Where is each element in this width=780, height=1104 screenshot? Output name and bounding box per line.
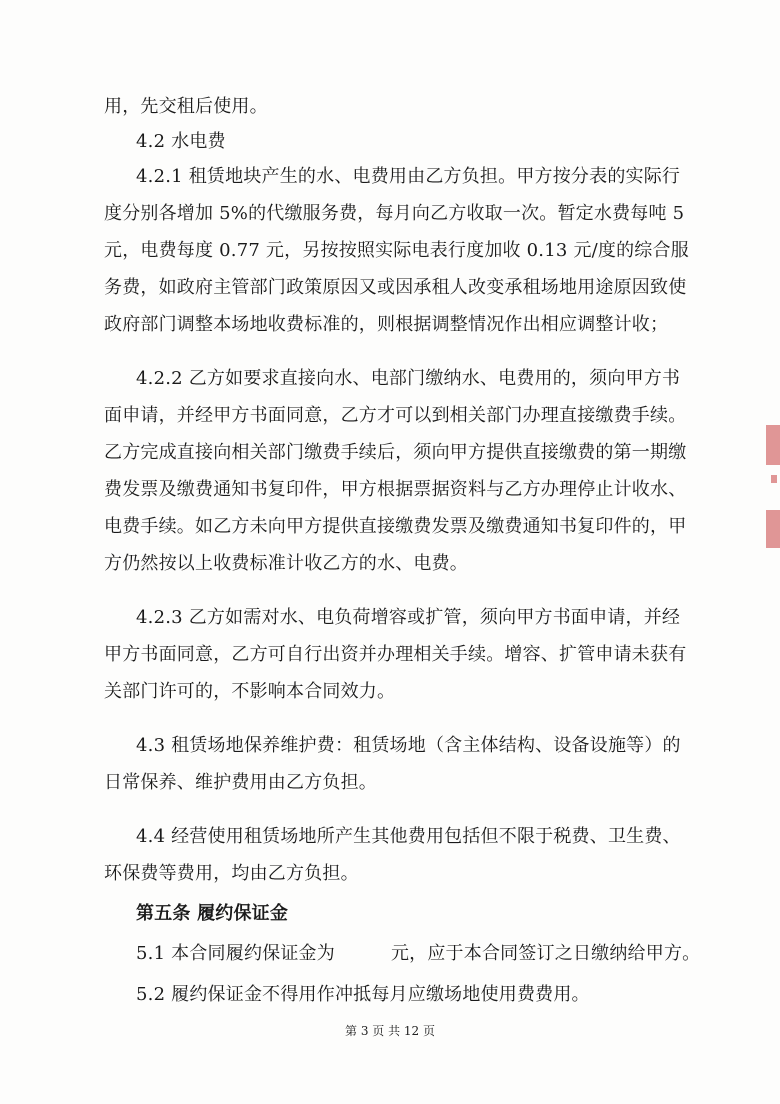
paragraph-line: 用，先交租后使用。 xyxy=(104,96,268,117)
paragraph-line: 4.2.3 乙方如需对水、电负荷增容或扩管，须向甲方书面申请，并经 xyxy=(136,607,681,628)
paragraph-line: 4.3 租赁场地保养维护费：租赁场地（含主体结构、设备设施等）的 xyxy=(136,735,681,756)
paragraph-line: 电费手续。如乙方未向甲方提供直接缴费发票及缴费通知书复印件的，甲 xyxy=(104,516,687,537)
paragraph-line: 5.2 履约保证金不得用作冲抵每月应缴场地使用费费用。 xyxy=(136,984,590,1005)
section-heading: 4.2 水电费 xyxy=(136,131,226,152)
paragraph-line: 方仍然按以上收费标准计收乙方的水、电费。 xyxy=(104,553,468,574)
article-heading: 第五条 履约保证金 xyxy=(136,903,289,924)
seal-mark xyxy=(766,425,780,465)
seal-mark xyxy=(766,510,780,548)
paragraph-line: 乙方完成直接向相关部门缴费手续后，须向甲方提供直接缴费的第一期缴 xyxy=(104,442,687,463)
paragraph-line: 日常保养、维护费用由乙方负担。 xyxy=(104,772,377,793)
paragraph-line: 务费，如政府主管部门政策原因又或因承租人改变承租场地用途原因致使 xyxy=(104,277,687,298)
deposit-clause-start: 5.1 本合同履约保证金为 xyxy=(136,943,335,964)
paragraph-line: 4.4 经营使用租赁场地所产生其他费用包括但不限于税费、卫生费、 xyxy=(136,826,681,847)
paragraph-line: 甲方书面同意，乙方可自行出资并办理相关手续。增容、扩管申请未获有 xyxy=(104,644,687,665)
paragraph-line: 关部门许可的，不影响本合同效力。 xyxy=(104,681,396,702)
paragraph-line: 政府部门调整本场地收费标准的，则根据调整情况作出相应调整计收； xyxy=(104,314,669,335)
seal-mark xyxy=(771,475,777,483)
paragraph-line: 度分别各增加 5%的代缴服务费，每月向乙方收取一次。暂定水费每吨 5 xyxy=(104,203,685,224)
paragraph-line xyxy=(136,942,700,966)
paragraph-line: 环保费等费用，均由乙方负担。 xyxy=(104,863,359,884)
paragraph-line: 4.2.1 租赁地块产生的水、电费用由乙方负担。甲方按分表的实际行 xyxy=(136,166,681,187)
paragraph-line: 面申请，并经甲方书面同意，乙方才可以到相关部门办理直接缴费手续。 xyxy=(104,405,687,426)
page-number: 第 3 页 共 12 页 xyxy=(345,1024,435,1038)
paragraph-line: 费发票及缴费通知书复印件，甲方根据票据资料与乙方办理停止计收水、 xyxy=(104,479,687,500)
paragraph-line: 元，电费每度 0.77 元，另按按照实际电表行度加收 0.13 元/度的综合服 xyxy=(104,240,689,261)
deposit-clause-end: 元，应于本合同签订之日缴纳给甲方。 xyxy=(390,943,701,964)
paragraph-line: 4.2.2 乙方如要求直接向水、电部门缴纳水、电费用的，须向甲方书 xyxy=(136,368,681,389)
